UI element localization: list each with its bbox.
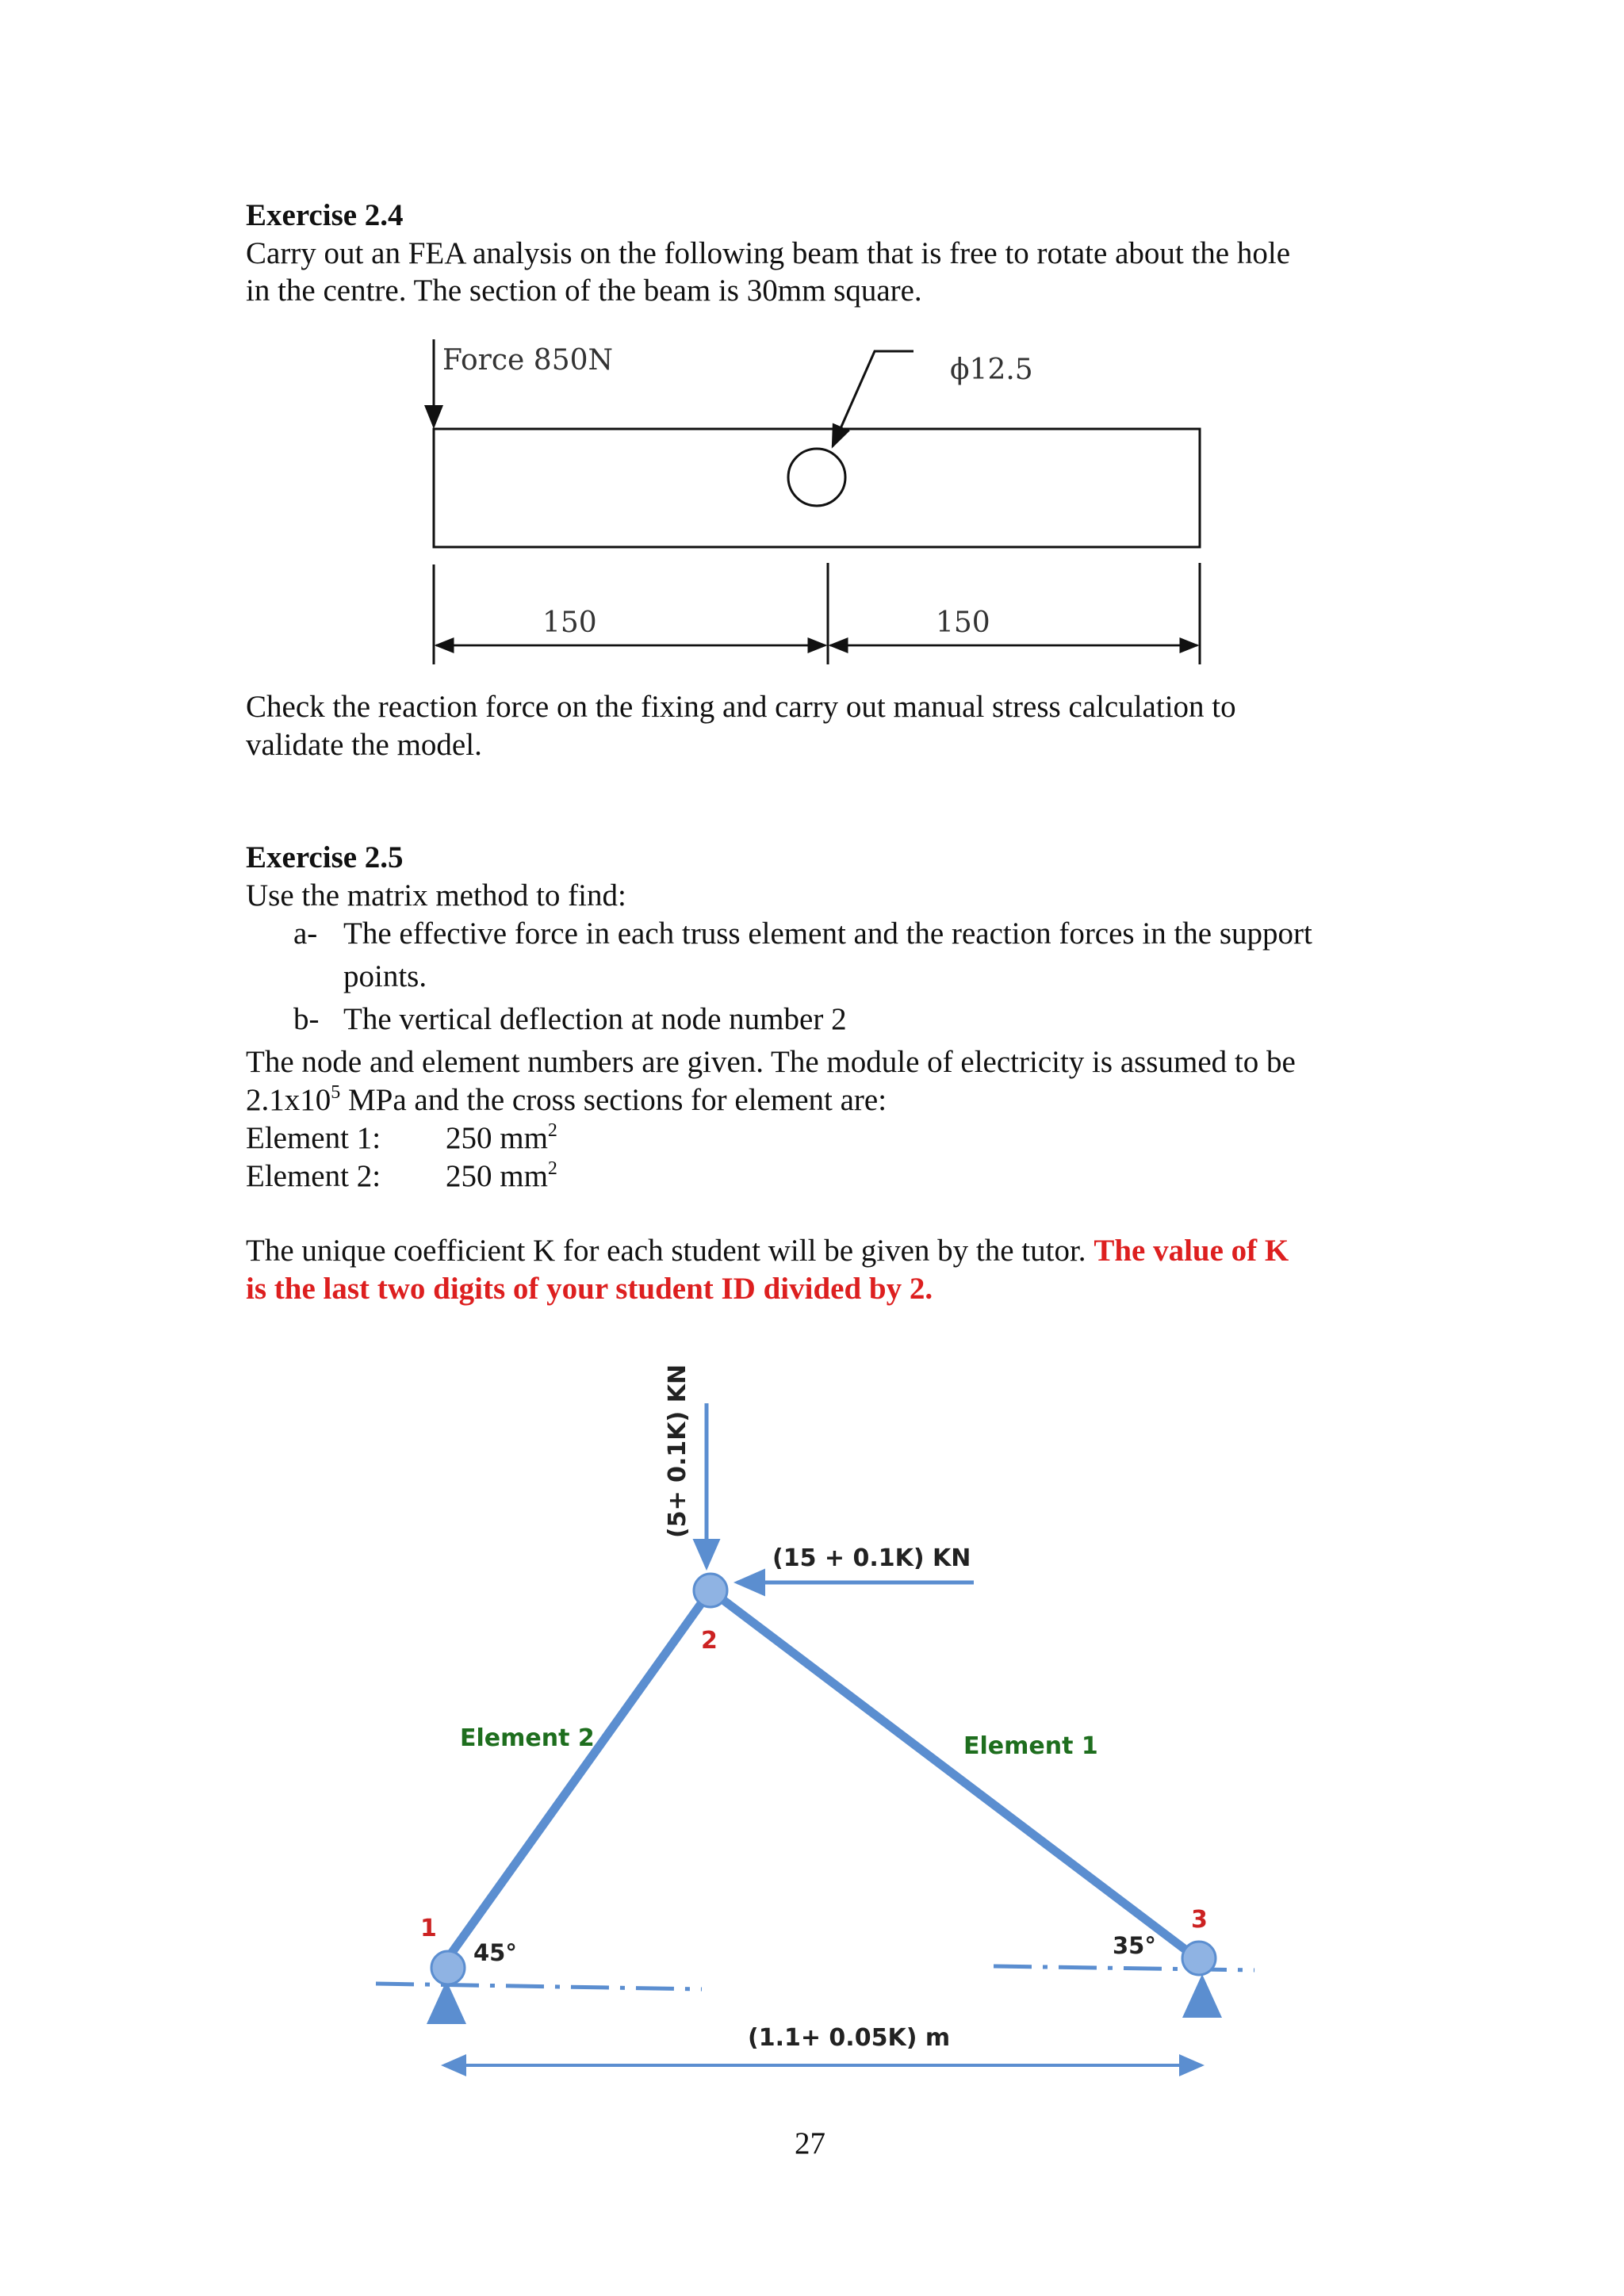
list-item-a-line-1: The effective force in each truss element and the reaction forces in the support	[343, 916, 1312, 951]
angle-35-label: 35°	[1113, 1932, 1156, 1959]
exercise-2-4-line-1: Carry out an FEA analysis on the following beam that is free to rotate about the hole	[246, 236, 1291, 270]
centerline-right	[994, 1966, 1254, 1970]
element-1-label: Element 1	[963, 1732, 1098, 1760]
force-label: Force 850N	[442, 344, 614, 377]
truss-element-1	[710, 1590, 1199, 1960]
exercise-2-5-title: Exercise 2.5	[246, 840, 404, 874]
paragraph-modulus-line-2: $2.1x10^5$ MPa and the cross sections for element are:	[246, 1082, 887, 1117]
check-line-1: Check the reaction force on the fixing and carry out manual stress calculation to	[246, 690, 1236, 724]
k-coefficient-line-2: is the last two digits of your student ID divided by 2.	[246, 1272, 933, 1306]
element-2-label: Element 2	[460, 1724, 595, 1752]
node-2-circle	[694, 1574, 727, 1607]
exercise-2-4-line-2: in the centre. The section of the beam is 30mm square.	[246, 274, 922, 308]
span-label: (1.1+ 0.05K) m	[748, 2024, 951, 2052]
node-3-label: 3	[1191, 1906, 1208, 1934]
list-item-b: The vertical deflection at node number 2	[343, 1002, 847, 1036]
hole-circle	[788, 449, 845, 506]
page-number: 27	[795, 2126, 825, 2160]
exercise-2-5-intro: Use the matrix method to find:	[246, 878, 626, 913]
angle-45-label: 45°	[473, 1939, 517, 1966]
beam-rectangle	[434, 429, 1200, 547]
horizontal-load-label: (15 + 0.1K) KN	[772, 1544, 971, 1572]
list-item-a-line-2: points.	[343, 959, 427, 993]
node-1-label: 1	[420, 1915, 437, 1942]
hole-diameter-label: ϕ12.5	[950, 354, 1033, 386]
dim-label-right: 150	[936, 607, 990, 639]
node-2-label: 2	[701, 1627, 718, 1655]
element-1-area-value: 250 $mm^2$	[446, 1120, 557, 1155]
hole-leader-line	[833, 351, 914, 446]
list-marker-b: b-	[293, 1002, 320, 1036]
exercise-2-4-title: Exercise 2.4	[246, 198, 404, 232]
node-3-circle	[1182, 1942, 1216, 1975]
centerline-left	[376, 1984, 702, 1989]
paragraph-modulus-line-1: The node and element numbers are given. The module of electricity is assumed to be	[246, 1045, 1296, 1079]
k-definition-highlight: The value of K	[1094, 1234, 1289, 1268]
element-1-area-label: Element 1:	[246, 1121, 381, 1155]
check-line-2: validate the model.	[246, 728, 482, 762]
vertical-load-label: (5+ 0.1K) KN	[664, 1364, 691, 1538]
element-2-area-label: Element 2:	[246, 1159, 381, 1193]
k-coefficient-line-1: The unique coefficient K for each student will be given by the tutor. The value of K	[246, 1234, 1289, 1268]
element-2-area-value: 250 $mm^2$	[446, 1158, 557, 1193]
truss-element-2	[443, 1590, 710, 1965]
support-node-3	[1182, 1974, 1222, 2018]
dim-label-left: 150	[542, 607, 597, 639]
node-1-circle	[431, 1951, 465, 1984]
list-marker-a: a-	[293, 916, 318, 951]
